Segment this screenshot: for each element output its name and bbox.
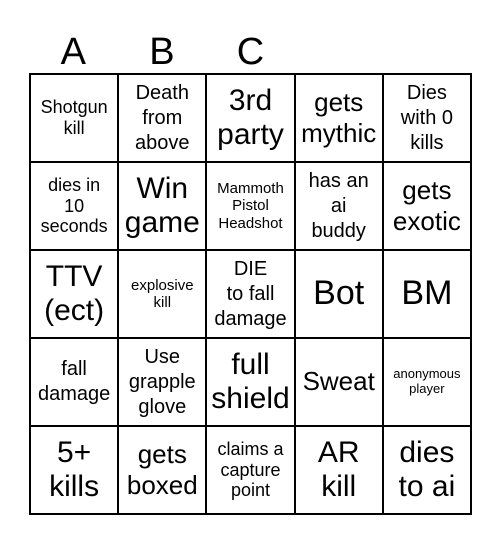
bingo-cell[interactable]: 5+ kills — [30, 426, 118, 514]
header-letter-c: C — [236, 31, 265, 73]
bingo-cell[interactable]: gets boxed — [118, 426, 206, 514]
bingo-cell[interactable]: dies to ai — [383, 426, 471, 514]
header-letter-a: A — [60, 31, 86, 73]
bingo-cell[interactable]: Bot — [295, 250, 383, 338]
bingo-cell[interactable]: BM — [383, 250, 471, 338]
bingo-cell[interactable]: full shield — [206, 338, 294, 426]
bingo-cell[interactable]: Dies with 0 kills — [383, 74, 471, 162]
bingo-cell[interactable]: Win game — [118, 162, 206, 250]
bingo-header — [29, 30, 472, 74]
bingo-cell[interactable]: DIE to fall damage — [206, 250, 294, 338]
bingo-cell[interactable]: TTV (ect) — [30, 250, 118, 338]
header-letter-b: B — [149, 31, 175, 73]
bingo-cell[interactable]: Shotgun kill — [30, 74, 118, 162]
bingo-cell[interactable]: Mammoth Pistol Headshot — [206, 162, 294, 250]
bingo-cell[interactable]: gets mythic — [295, 74, 383, 162]
bingo-cell[interactable]: gets exotic — [383, 162, 471, 250]
bingo-cell[interactable]: Use grapple glove — [118, 338, 206, 426]
bingo-cell[interactable]: has an ai buddy — [295, 162, 383, 250]
bingo-cell[interactable]: Sweat — [295, 338, 383, 426]
bingo-cell[interactable]: AR kill — [295, 426, 383, 514]
bingo-cell[interactable]: dies in 10 seconds — [30, 162, 118, 250]
bingo-cell[interactable]: explosive kill — [118, 250, 206, 338]
bingo-cell[interactable]: claims a capture point — [206, 426, 294, 514]
bingo-cell[interactable]: anonymous player — [383, 338, 471, 426]
bingo-grid — [29, 73, 472, 515]
bingo-cell[interactable]: Death from above — [118, 74, 206, 162]
bingo-cell[interactable]: 3rd party — [206, 74, 294, 162]
bingo-cell[interactable]: fall damage — [30, 338, 118, 426]
